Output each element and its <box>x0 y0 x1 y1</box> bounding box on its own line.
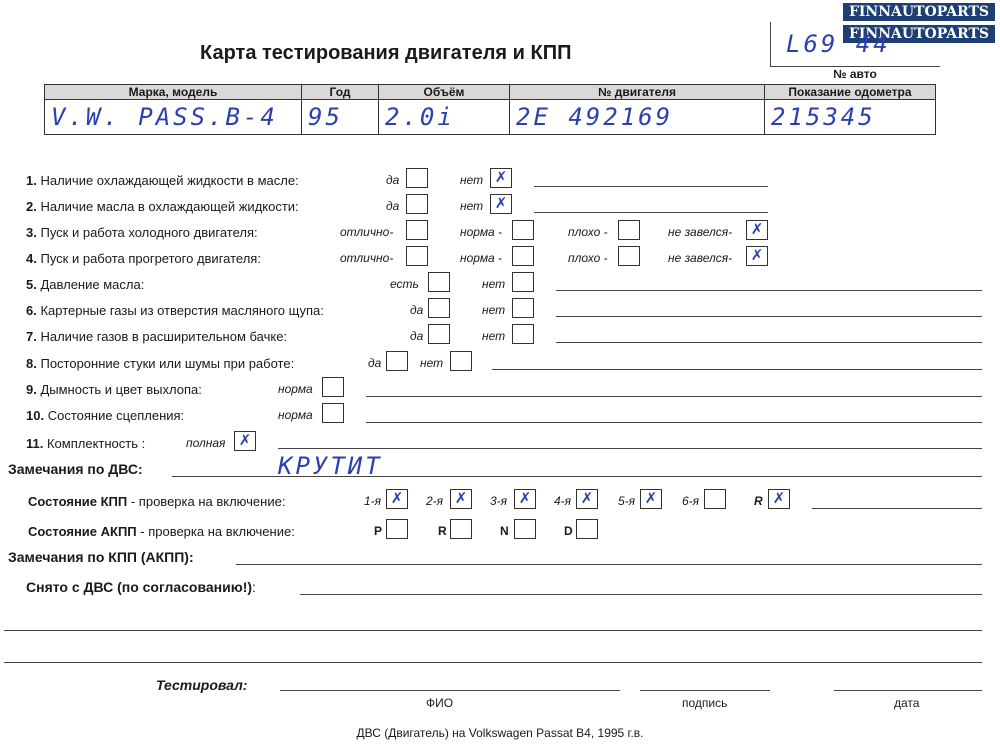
akpp-gear-label: D <box>564 524 573 538</box>
opt-label: плохо - <box>568 251 608 265</box>
fio-label: ФИО <box>426 696 454 710</box>
checkbox-gear-1[interactable]: ✗ <box>386 489 408 509</box>
checkbox-gear-reverse[interactable]: ✗ <box>768 489 790 509</box>
checkbox-item4-excellent[interactable] <box>406 246 428 266</box>
checkbox-item5-yes[interactable] <box>428 272 450 292</box>
gear-label: 1-я <box>364 494 382 508</box>
removed-label: Снято с ДВС (по согласованию!): <box>26 579 256 595</box>
checkbox-item5-no[interactable] <box>512 272 534 292</box>
auto-number-value: L69 44 <box>786 30 891 58</box>
checkbox-gear-4[interactable]: ✗ <box>576 489 598 509</box>
watermark-logo-bottom: FINNAUTOPARTS <box>842 24 996 44</box>
watermark-logo-top: FINNAUTOPARTS <box>842 2 996 22</box>
item-8: 8. Посторонние стуки или шумы при работе: <box>26 356 295 371</box>
auto-number-label: № авто <box>833 67 877 81</box>
opt-label: нет <box>420 356 444 370</box>
opt-label: да <box>386 199 400 213</box>
item-1: 1. Наличие охлаждающей жидкости в масле: <box>26 173 299 188</box>
checkbox-item3-normal[interactable] <box>512 220 534 240</box>
item-6: 6. Картерные газы из отверстия масляного щупа: <box>26 303 324 318</box>
checkbox-item8-no[interactable] <box>450 351 472 371</box>
opt-label: нет <box>482 277 506 291</box>
checkbox-akpp-p[interactable] <box>386 519 408 539</box>
opt-label: да <box>410 329 424 343</box>
col-engine-number: № двигателя <box>510 85 765 100</box>
item-3: 3. Пуск и работа холодного двигателя: <box>26 225 258 240</box>
akpp-gear-label: R <box>438 524 447 538</box>
checkbox-item7-yes[interactable] <box>428 324 450 344</box>
col-odometer: Показание одометра <box>765 85 936 100</box>
opt-label: плохо - <box>568 225 608 239</box>
engine-number-value: 2E 492169 <box>510 100 765 135</box>
akpp-gear-label: P <box>374 524 383 538</box>
kpp-label: Состояние КПП - проверка на включение: <box>28 494 286 509</box>
checkbox-akpp-d[interactable] <box>576 519 598 539</box>
opt-label: нет <box>460 173 484 187</box>
opt-label: да <box>386 173 400 187</box>
akpp-label: Состояние АКПП - проверка на включение: <box>28 524 295 539</box>
volume-value: 2.0i <box>379 100 510 135</box>
opt-label: да <box>410 303 424 317</box>
item-9: 9. Дымность и цвет выхлопа: <box>26 382 202 397</box>
gear-label: 6-я <box>682 494 700 508</box>
dvs-remarks-label: Замечания по ДВС: <box>8 461 143 477</box>
checkbox-item9-normal[interactable] <box>322 377 344 397</box>
kpp-remarks-label: Замечания по КПП (АКПП): <box>8 549 194 565</box>
col-year: Год <box>302 85 379 100</box>
opt-label: норма <box>278 382 313 396</box>
opt-label: отлично- <box>340 251 394 265</box>
checkbox-item7-no[interactable] <box>512 324 534 344</box>
checkbox-item6-yes[interactable] <box>428 298 450 318</box>
opt-label: отлично- <box>340 225 394 239</box>
checkbox-akpp-r[interactable] <box>450 519 472 539</box>
opt-label: да <box>368 356 382 370</box>
opt-label: не завелся- <box>668 251 733 265</box>
signature-label: подпись <box>682 696 728 710</box>
checkbox-item10-normal[interactable] <box>322 403 344 423</box>
opt-label: норма - <box>460 225 503 239</box>
item-2: 2. Наличие масла в охлаждающей жидкости: <box>26 199 299 214</box>
checkbox-item11-complete[interactable]: ✗ <box>234 431 256 451</box>
opt-label: есть <box>390 277 419 291</box>
checkbox-gear-2[interactable]: ✗ <box>450 489 472 509</box>
gear-label: 5-я <box>618 494 636 508</box>
opt-label: полная <box>186 436 226 450</box>
akpp-gear-label: N <box>500 524 509 538</box>
item-11: 11. Комплектность : <box>26 436 146 451</box>
item-7: 7. Наличие газов в расширительном бачке: <box>26 329 288 344</box>
checkbox-item1-yes[interactable] <box>406 168 428 188</box>
checkbox-item2-yes[interactable] <box>406 194 428 214</box>
col-make-model: Марка, модель <box>45 85 302 100</box>
vehicle-info-table <box>44 84 936 135</box>
gear-label: R <box>754 494 763 508</box>
opt-label: нет <box>482 329 506 343</box>
item-4: 4. Пуск и работа прогретого двигателя: <box>26 251 261 266</box>
checkbox-item6-no[interactable] <box>512 298 534 318</box>
checkbox-item3-excellent[interactable] <box>406 220 428 240</box>
tested-by-label: Тестировал: <box>156 677 248 693</box>
checkbox-akpp-n[interactable] <box>514 519 536 539</box>
checkbox-item4-bad[interactable] <box>618 246 640 266</box>
checkbox-gear-3[interactable]: ✗ <box>514 489 536 509</box>
checkbox-item3-bad[interactable] <box>618 220 640 240</box>
gear-label: 3-я <box>490 494 508 508</box>
checkbox-item2-no[interactable]: ✗ <box>490 194 512 214</box>
opt-label: не завелся- <box>668 225 733 239</box>
opt-label: нет <box>482 303 506 317</box>
checkbox-item8-yes[interactable] <box>386 351 408 371</box>
opt-label: норма - <box>460 251 503 265</box>
page-title: Карта тестирования двигателя и КПП <box>200 42 572 64</box>
checkbox-gear-5[interactable]: ✗ <box>640 489 662 509</box>
checkbox-item4-not-started[interactable]: ✗ <box>746 246 768 266</box>
odometer-value: 215345 <box>765 100 936 135</box>
checkbox-item1-no[interactable]: ✗ <box>490 168 512 188</box>
make-model-value: V.W. PASS.B-4 <box>45 100 302 135</box>
checkbox-item3-not-started[interactable]: ✗ <box>746 220 768 240</box>
checkbox-item4-normal[interactable] <box>512 246 534 266</box>
item-10: 10. Состояние сцепления: <box>26 408 185 423</box>
opt-label: норма <box>278 408 313 422</box>
image-caption: ДВС (Двигатель) на Volkswagen Passat B4, 1995 г.в. <box>356 726 644 740</box>
gear-label: 4-я <box>554 494 572 508</box>
date-label: дата <box>894 696 920 710</box>
opt-label: нет <box>460 199 484 213</box>
dvs-remarks-value: КРУТИТ <box>278 452 383 480</box>
col-volume: Объём <box>379 85 510 100</box>
year-value: 95 <box>302 100 379 135</box>
checkbox-gear-6[interactable] <box>704 489 726 509</box>
item-5: 5. Давление масла: <box>26 277 145 292</box>
gear-label: 2-я <box>426 494 444 508</box>
